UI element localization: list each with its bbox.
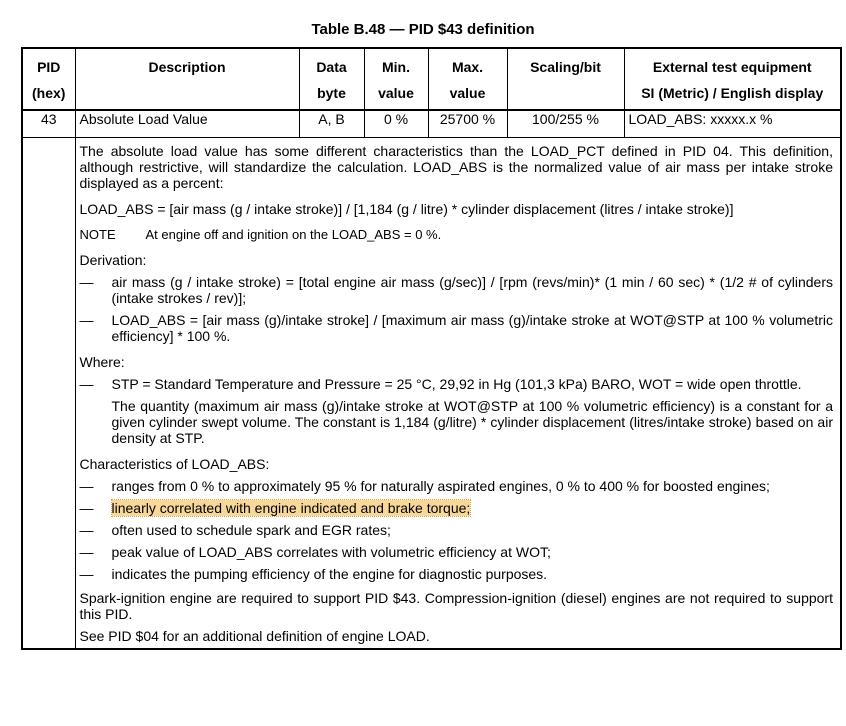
spark-paragraph: Spark-ignition engine are required to support PID $43. Compression-ignition (diesel) engines are not required to support this PID. — [79, 590, 833, 622]
table-row — [22, 110, 841, 138]
col-header-pid: PID (hex) — [22, 48, 75, 110]
list-item — [80, 566, 834, 582]
where-paragraph: The quantity (maximum air mass (g)/intake stroke at WOT@STP at 100 % volumetric efficiency) is a constant for a given cylinder swept volume. The constant is 1,184 (g/litre) * cylinder displacement (litres/intake stroke) based on air density at STP. — [111, 398, 833, 446]
cell-max: 25700 % — [428, 110, 507, 138]
list-item-text: often used to schedule spark and EGR rates; — [111, 522, 391, 538]
list-item-highlighted — [80, 500, 834, 516]
dash-marker: — — [79, 274, 94, 290]
list-item — [80, 544, 834, 560]
note-label: NOTE — [79, 227, 116, 242]
intro-paragraph: The absolute load value has some different characteristics than the LOAD_PCT defined in PID 04. This definition, although restrictive, will standardize the calculation. LOAD_ABS is the normalized value of air mass per intake stroke displayed as a percent: — [79, 143, 833, 191]
list-item — [80, 312, 834, 344]
list-item — [80, 376, 834, 392]
cell-external: LOAD_ABS: xxxxx.x % — [624, 110, 841, 138]
formula: LOAD_ABS = [air mass (g / intake stroke)] / [1,184 (g / litre) * cylinder displacement (litres / intake stroke)] — [79, 201, 734, 217]
col-header-data-byte: Data byte — [299, 48, 364, 110]
highlighted-text: linearly correlated with engine indicated and brake torque; — [111, 500, 471, 516]
header-row — [22, 48, 841, 110]
empty-pid-cell — [22, 138, 75, 650]
note-text: At engine off and ignition on the LOAD_ABS = 0 %. — [145, 227, 442, 242]
characteristics-label: Characteristics of LOAD_ABS: — [79, 456, 270, 472]
cell-data-byte: A, B — [299, 110, 364, 138]
dash-marker: — — [79, 376, 94, 392]
see-paragraph: See PID $04 for an additional definition of engine LOAD. — [79, 628, 430, 644]
where-label: Where: — [79, 354, 125, 370]
dash-marker: — — [79, 500, 94, 516]
cell-scaling: 100/255 % — [507, 110, 624, 138]
list-item-text: indicates the pumping efficiency of the engine for diagnostic purposes. — [111, 566, 548, 582]
list-item-text: LOAD_ABS = [air mass (g)/intake stroke] / [maximum air mass (g)/intake stroke at WOT@STP at 100 % volumetric efficiency] * 100 %. — [111, 312, 833, 344]
dash-marker: — — [79, 312, 94, 328]
list-item-text: air mass (g / intake stroke) = [total engine air mass (g/sec)] / [rpm (revs/min)* (1 min / 60 sec) * (1/2 # of cylinders (intake strokes / rev)]; — [111, 274, 833, 306]
list-item — [80, 274, 834, 306]
definition-body — [75, 138, 841, 650]
col-header-max: Max. value — [428, 48, 507, 110]
cell-min: 0 % — [364, 110, 428, 138]
dash-marker: — — [79, 544, 94, 560]
derivation-label: Derivation: — [79, 252, 147, 268]
list-item — [80, 478, 834, 494]
col-header-scaling: Scaling/bit — [507, 48, 624, 110]
cell-pid: 43 — [22, 110, 75, 138]
pid-definition-table — [21, 47, 842, 650]
definition-body-row — [22, 138, 841, 650]
col-header-description: Description — [75, 48, 299, 110]
note — [80, 227, 834, 242]
dash-marker: — — [79, 478, 94, 494]
table-title: Table B.48 — PID $43 definition — [311, 21, 535, 38]
list-item-text: ranges from 0 % to approximately 95 % for naturally aspirated engines, 0 % to 400 % for boosted engines; — [111, 478, 770, 494]
dash-marker: — — [79, 566, 94, 582]
cell-description: Absolute Load Value — [75, 110, 299, 138]
list-item-text: peak value of LOAD_ABS correlates with volumetric efficiency at WOT; — [111, 544, 551, 560]
dash-marker: — — [79, 522, 94, 538]
list-item — [80, 522, 834, 538]
list-item-text: STP = Standard Temperature and Pressure = 25 °C, 29,92 in Hg (101,3 kPa) BARO, WOT = wide open throttle. — [111, 376, 802, 392]
col-header-min: Min. value — [364, 48, 428, 110]
col-header-external: External test equipment SI (Metric) / English display — [624, 48, 841, 110]
